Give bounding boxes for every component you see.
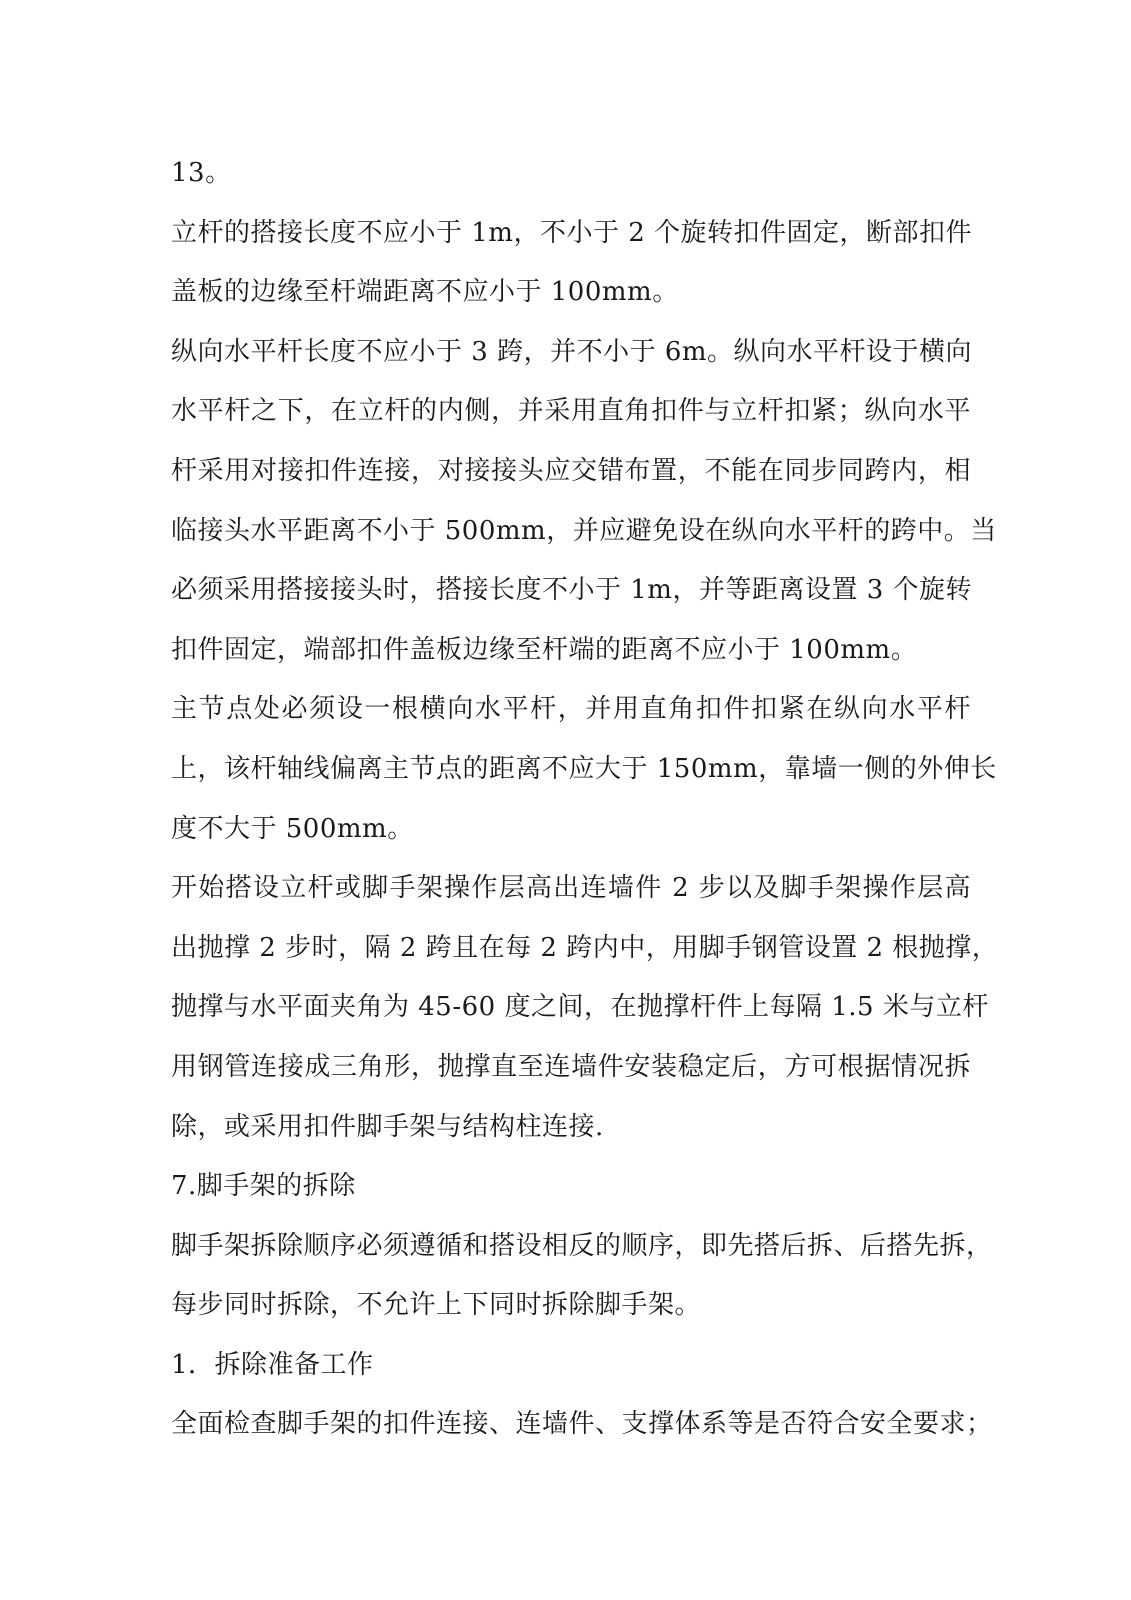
text-line: 开始搭设立杆或脚手架操作层高出连墙件 2 步以及脚手架操作层高 xyxy=(171,873,971,904)
text-line: 脚手架拆除顺序必须遵循和搭设相反的顺序，即先搭后拆、后搭先拆， xyxy=(171,1230,993,1261)
text-line: 纵向水平杆长度不应小于 3 跨，并不小于 6m。纵向水平杆设于横向 xyxy=(171,336,973,367)
section-heading: 7.脚手架的拆除 xyxy=(171,1171,356,1202)
text-line: 主节点处必须设一根横向水平杆，并用直角扣件扣紧在纵向水平杆 xyxy=(171,694,971,725)
text-line: 出抛撑 2 步时，隔 2 跨且在每 2 跨内中，用脚手钢管设置 2 根抛撑， xyxy=(171,932,999,963)
subsection-heading: 1．拆除准备工作 xyxy=(171,1349,374,1380)
text-line: 用钢管连接成三角形，抛撑直至连墙件安装稳定后，方可根据情况拆 xyxy=(171,1051,971,1082)
text-line: 水平杆之下，在立杆的内侧，并采用直角扣件与立杆扣紧；纵向水平 xyxy=(171,396,971,427)
text-line: 杆采用对接扣件连接，对接接头应交错布置，不能在同步同跨内，相 xyxy=(171,455,971,486)
text-line: 盖板的边缘至杆端距离不应小于 100mm。 xyxy=(171,277,679,308)
text-line: 临接头水平距离不小于 500mm，并应避免设在纵向水平杆的跨中。当 xyxy=(171,515,997,546)
text-line: 扣件固定，端部扣件盖板边缘至杆端的距离不应小于 100mm。 xyxy=(171,634,918,665)
text-line: 度不大于 500mm。 xyxy=(171,813,414,844)
text-line: 全面检查脚手架的扣件连接、连墙件、支撑体系等是否符合安全要求； xyxy=(171,1409,993,1440)
text-line: 除，或采用扣件脚手架与结构柱连接. xyxy=(171,1111,604,1142)
text-line: 上，该杆轴线偏离主节点的距离不应大于 150mm，靠墙一侧的外伸长 xyxy=(171,753,997,784)
text-line: 每步同时拆除，不允许上下同时拆除脚手架。 xyxy=(171,1290,702,1321)
document-body xyxy=(171,144,999,1455)
text-line: 必须采用搭接接头时，搭接长度不小于 1m，并等距离设置 3 个旋转 xyxy=(171,575,973,606)
text-line: 13。 xyxy=(171,158,232,188)
text-line: 抛撑与水平面夹角为 45-60 度之间，在抛撑杆件上每隔 1.5 米与立杆 xyxy=(171,992,989,1023)
text-line: 立杆的搭接长度不应小于 1m，不小于 2 个旋转扣件固定，断部扣件 xyxy=(171,217,973,248)
